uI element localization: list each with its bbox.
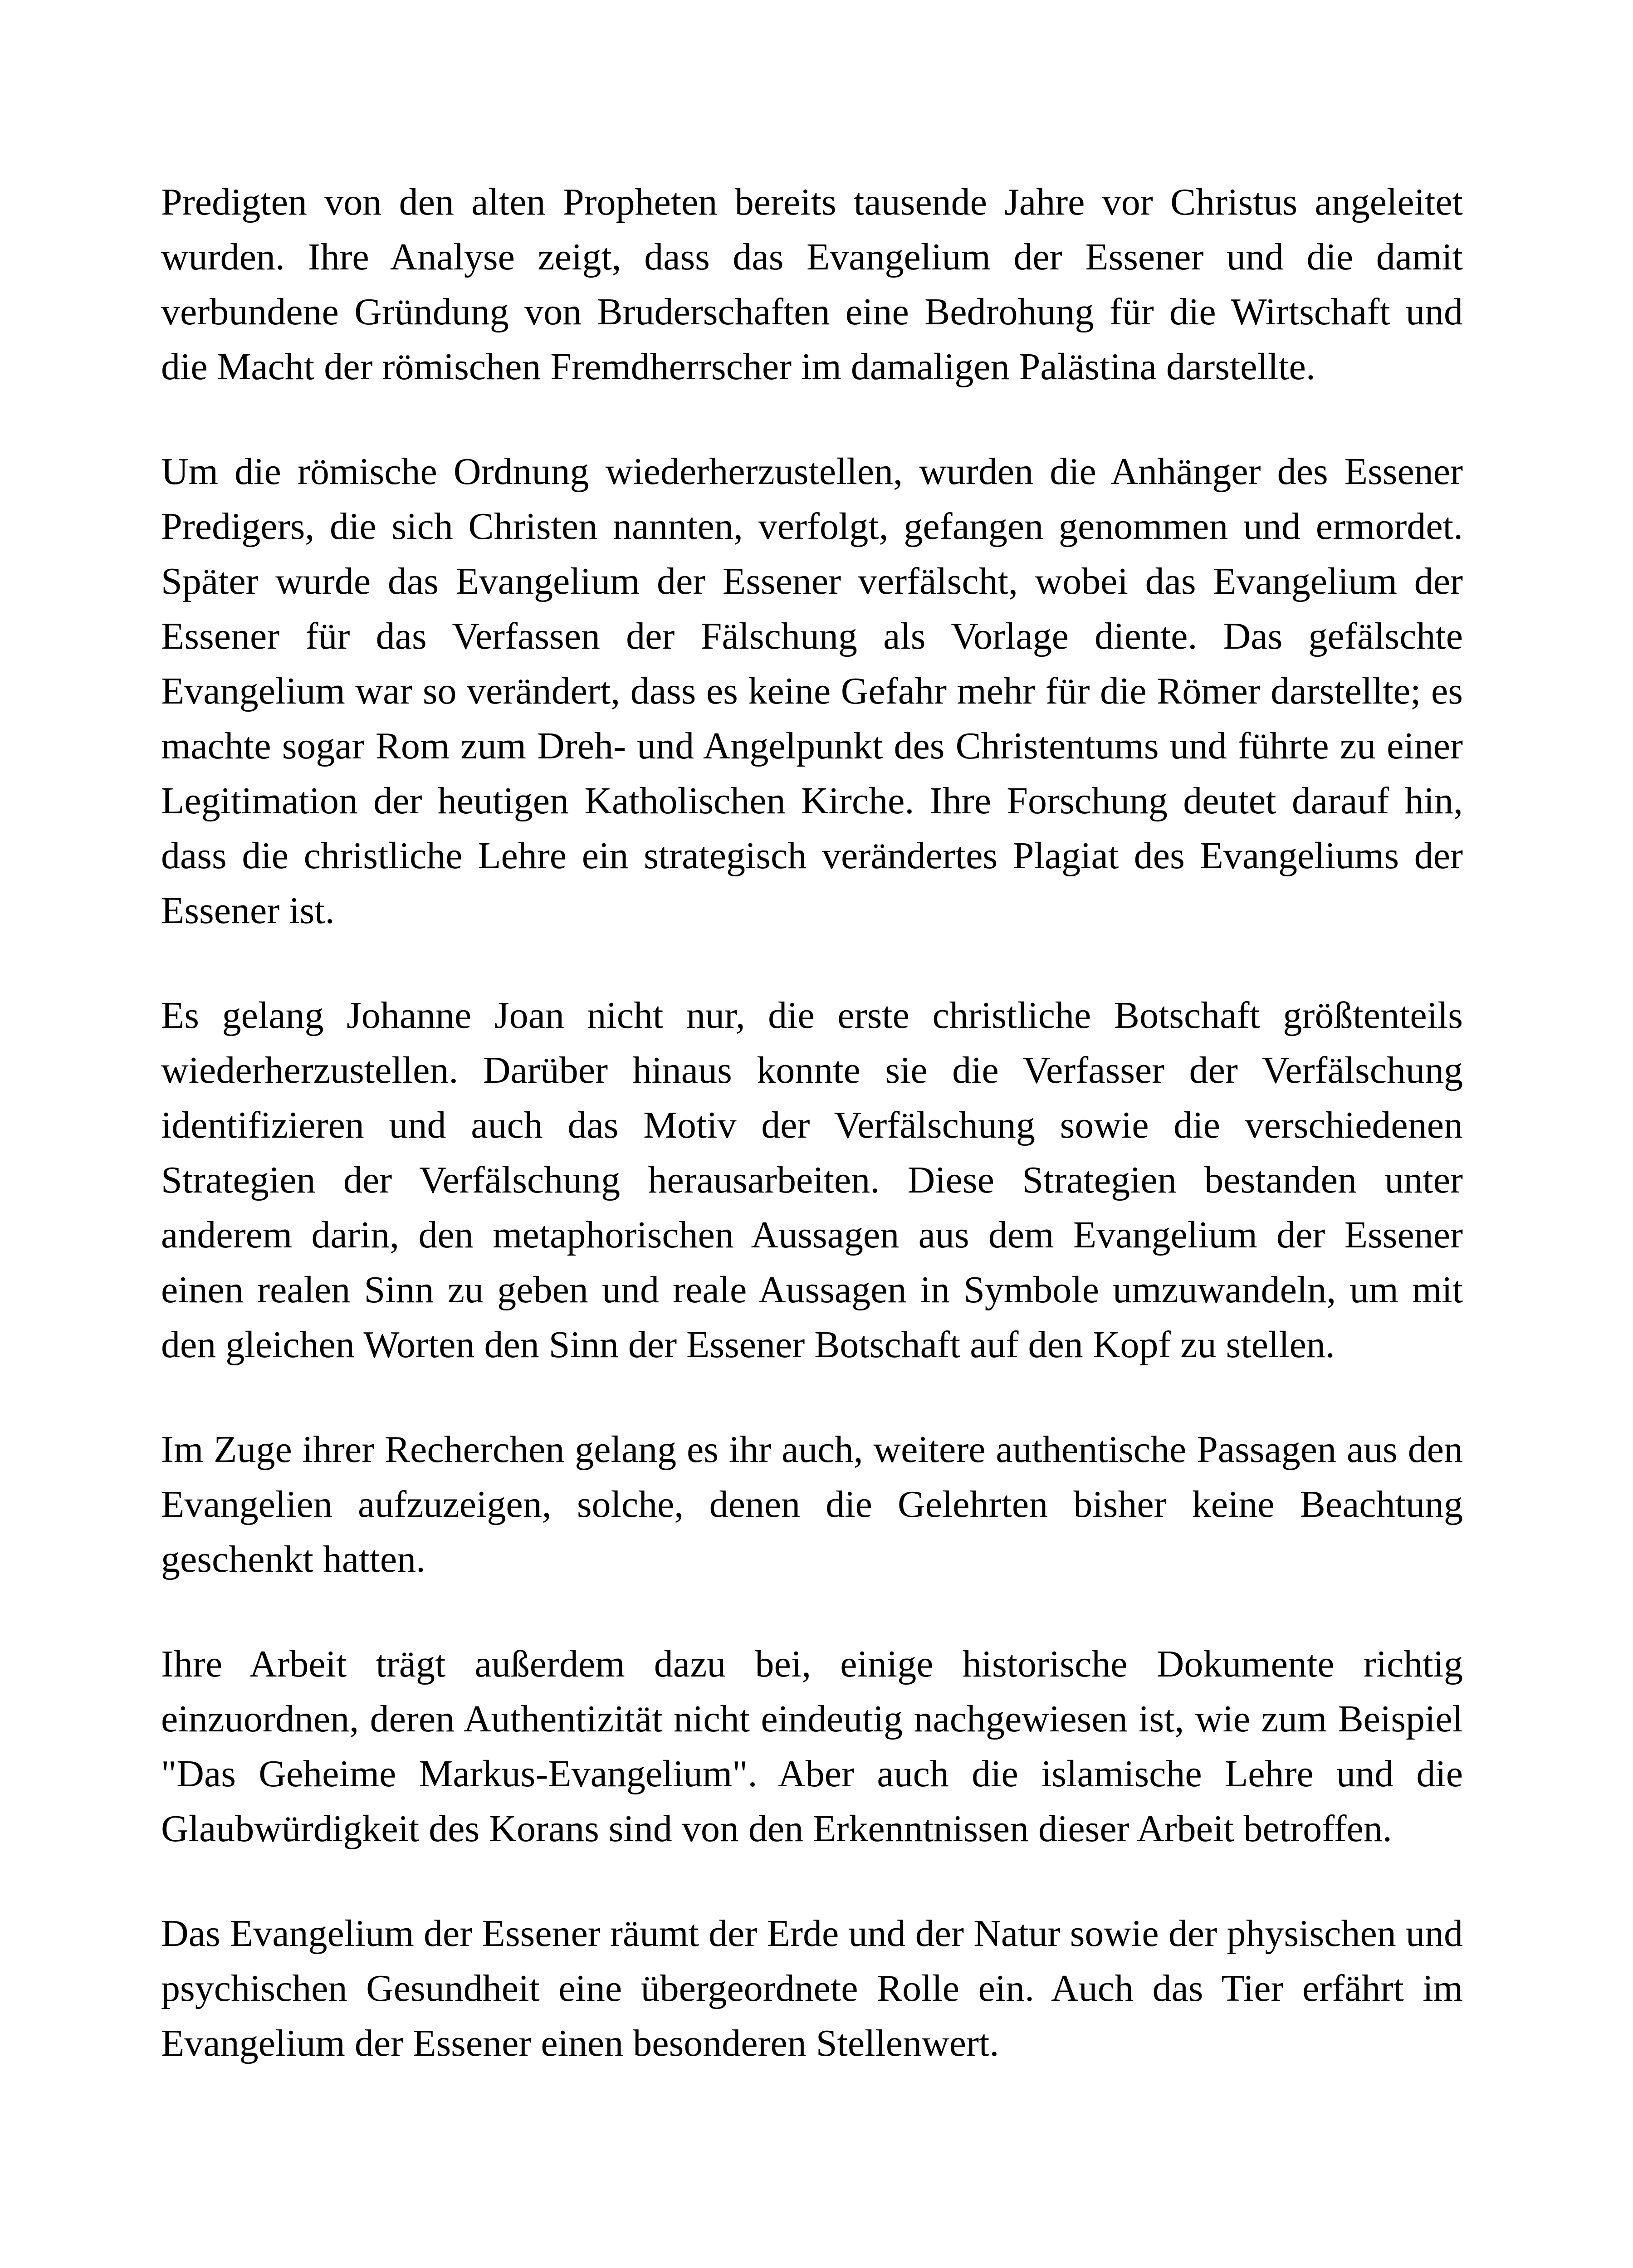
document-body bbox=[161, 175, 1463, 2071]
paragraph-4: Im Zuge ihrer Recherchen gelang es ihr auch, weitere authentische Passagen aus den Evangelien aufzuzeigen, solche, denen die Gelehrten bisher keine Beachtung geschenkt hatten. bbox=[161, 1428, 1463, 1580]
paragraph-2: Um die römische Ordnung wiederherzustellen, wurden die Anhänger des Essener Predigers, die sich Christen nannten, verfolgt, gefangen genommen und ermordet. Später wurde das Evangelium der Essener verfälscht, wobei das Evangelium der Essener für das Verfassen der Fälschung als Vorlage diente. Das gefälschte Evangelium war so verändert, dass es keine Gefahr mehr für die Römer darstellte; es machte sogar Rom zum Dreh- und Angelpunkt des Christentums und führte zu einer Legitimation der heutigen Katholischen Kirche. Ihre Forschung deutet darauf hin, dass die christliche Lehre ein strategisch verändertes Plagiat des Evangeliums der Essener ist. bbox=[161, 450, 1463, 932]
paragraph-3: Es gelang Johanne Joan nicht nur, die erste christliche Botschaft größtenteils wiederherzustellen. Darüber hinaus konnte sie die Verfasser der Verfälschung identifizieren und auch das Motiv der Verfälschung sowie die verschiedenen Strategien der Verfälschung herausarbeiten. Diese Strategien bestanden unter anderem darin, den metaphorischen Aussagen aus dem Evangelium der Essener einen realen Sinn zu geben und reale Aussagen in Symbole umzuwandeln, um mit den gleichen Worten den Sinn der Essener Botschaft auf den Kopf zu stellen. bbox=[161, 994, 1463, 1366]
paragraph-1: Predigten von den alten Propheten bereits tausende Jahre vor Christus angeleitet wurden. Ihre Analyse zeigt, dass das Evangelium der Essener und die damit verbundene Gründung von Bruderschaften eine Bedrohung für die Wirtschaft und die Macht der römischen Fremdherrscher im damaligen Palästina darstellte. bbox=[161, 181, 1463, 388]
paragraph-6: Das Evangelium der Essener räumt der Erde und der Natur sowie der physischen und psychischen Gesundheit eine übergeordnete Rolle ein. Auch das Tier erfährt im Evangelium der Essener einen besonderen Stellenwert. bbox=[161, 1912, 1463, 2064]
paragraph-5: Ihre Arbeit trägt außerdem dazu bei, einige historische Dokumente richtig einzuordnen, deren Authentizität nicht eindeutig nachgewiesen ist, wie zum Beispiel "Das Geheime Markus-Evangelium". Aber auch die islamische Lehre und die Glaubwürdigkeit des Korans sind von den Erkenntnissen dieser Arbeit betroffen. bbox=[161, 1643, 1463, 1850]
